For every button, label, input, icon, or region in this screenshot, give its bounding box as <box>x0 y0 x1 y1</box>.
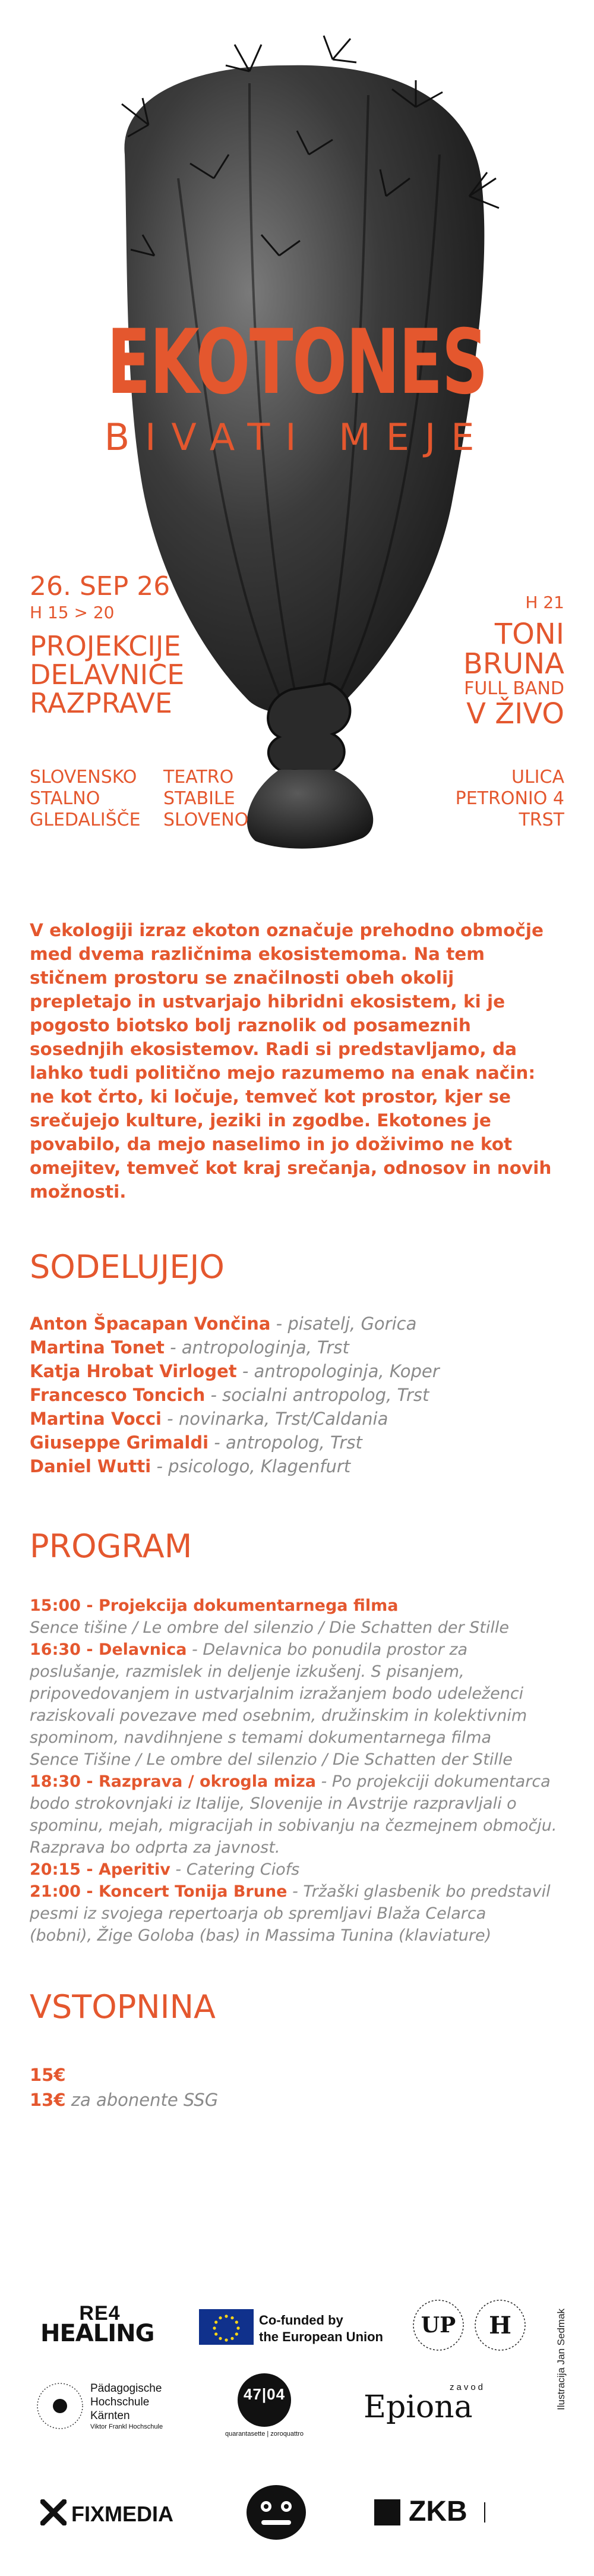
price-value: 13€ <box>30 2090 66 2110</box>
venue-line: SLOVENO <box>163 810 249 830</box>
logo-number: 47 <box>243 2385 262 2403</box>
logo-text: HEALING <box>40 2320 154 2347</box>
program-line <box>30 1639 570 1661</box>
logo-text: Hochschule <box>90 2396 150 2408</box>
program-text: spominu, mejah, migracijah in sobivanju na čezmejnem območju. <box>30 1816 557 1835</box>
ornament-emblem-icon <box>244 2480 309 2545</box>
participant-name: Giuseppe Grimaldi <box>30 1432 209 1453</box>
price-reduced <box>30 2087 218 2112</box>
list-item <box>30 1431 440 1454</box>
program-text: Sence Tišine / Le ombre del silenzio / Die Schatten der Stille <box>30 1750 513 1769</box>
activity-item: RAZPRAVE <box>30 687 172 719</box>
participant-name: Daniel Wutti <box>30 1456 151 1476</box>
ph-seal-icon <box>34 2380 86 2432</box>
logo-text: the European Union <box>259 2329 383 2344</box>
participants-heading: SODELUJEJO <box>30 1248 225 1286</box>
concert-band: FULL BAND <box>464 678 564 699</box>
venue-line: GLEDALIŠČE <box>30 810 141 830</box>
fixmedia-x-icon <box>40 2499 67 2525</box>
illustration-credit: Ilustracija Jan Sedmak <box>555 2308 567 2410</box>
epiona-logo: Epiona <box>364 2389 473 2425</box>
eu-flag-icon <box>199 2309 254 2345</box>
program-line <box>30 1705 570 1727</box>
program-text: - Po projekciji dokumentarca <box>315 1772 551 1791</box>
event-date: 26. SEP 26 <box>30 571 170 602</box>
event-details <box>30 571 185 719</box>
participant-role: - antropolog, Trst <box>208 1432 362 1453</box>
activities-list <box>30 632 184 717</box>
program-line <box>30 1749 570 1771</box>
activity-item: DELAVNICE <box>30 659 185 691</box>
list-item <box>30 1312 440 1336</box>
list-item <box>30 1359 440 1383</box>
program-time: 21:00 - Koncert Tonija Brune <box>30 1882 287 1901</box>
program-time: 20:15 - Aperitiv <box>30 1860 170 1879</box>
program-line <box>30 1925 570 1947</box>
logo-number: 04 <box>267 2385 286 2403</box>
participant-name: Katja Hrobat Virloget <box>30 1361 237 1381</box>
university-seal-icon <box>409 2295 468 2355</box>
zavod-text: zavod <box>450 2382 486 2392</box>
quarantasette-text: quarantasette | zoroquattro <box>225 2430 304 2438</box>
concert-title <box>463 619 564 729</box>
program-text: pesmi iz svojega repertoarja ob spremljavi Blaža Celarca <box>30 1904 486 1923</box>
eu-flag-logo <box>199 2309 254 2348</box>
program-text: spominom, navdihnjene s temami dokumentarnega filma <box>30 1728 492 1747</box>
list-item <box>30 1383 440 1407</box>
participant-name: Martina Vocci <box>30 1409 162 1429</box>
fixmedia-logo <box>40 2499 67 2528</box>
h-institute-logo <box>470 2295 530 2358</box>
zkb-tagline-mark <box>484 2502 509 2523</box>
venue-line: SLOVENSKO <box>30 767 137 788</box>
participants-list <box>30 1312 440 1478</box>
up-university-logo <box>409 2295 468 2358</box>
concert-line: BRUNA <box>463 647 564 681</box>
venue-line: TEATRO <box>163 767 234 788</box>
zkb-logo: ZKB <box>409 2496 467 2527</box>
program-text: (bobni), Žige Goloba (bas) in Massima Tunina (klaviature) <box>30 1926 492 1945</box>
program-line <box>30 1683 570 1705</box>
program-text: pripovedovanjem in ustvarjalnim izražanjem bodo udeleženci <box>30 1684 524 1703</box>
logo-text: 47|04 <box>243 2385 286 2403</box>
participant-role: - socialni antropolog, Trst <box>205 1385 429 1405</box>
ornament-emblem-logo <box>244 2480 309 2548</box>
address-line: PETRONIO 4 <box>455 788 564 809</box>
poster-subtitle: BIVATI MEJE <box>104 415 490 459</box>
participant-role: - pisatelj, Gorica <box>270 1314 417 1334</box>
participant-role: - psicologo, Klagenfurt <box>151 1456 351 1476</box>
logo-text: Viktor Frankl Hochschule <box>90 2423 163 2430</box>
participant-role: - novinarka, Trst/Caldania <box>161 1409 388 1429</box>
participant-role: - antropologinja, Trst <box>164 1337 349 1358</box>
program-text: - Tržaški glasbenik bo predstavil <box>287 1882 551 1901</box>
poster-title: EKOTONES <box>106 311 488 414</box>
venue-slovene <box>30 767 141 831</box>
list-item <box>30 1336 440 1359</box>
activity-item: PROJEKCIJE <box>30 630 181 662</box>
program-text: - Delavnica bo ponudila prostor za <box>187 1640 468 1659</box>
program-text: raziskovali povezave med osebnim, družinskim in kolektivnim <box>30 1706 527 1725</box>
zkb-block-icon <box>374 2499 400 2525</box>
program-line <box>30 1727 570 1749</box>
program-line <box>30 1771 570 1793</box>
program-text: Sence tišine / Le ombre del silenzio / Die Schatten der Stille <box>30 1618 509 1637</box>
address-line: ULICA <box>511 767 564 788</box>
program-line <box>30 1881 570 1903</box>
address-line: TRST <box>519 810 564 830</box>
program-line <box>30 1815 570 1837</box>
program-time: 15:00 - Projekcija dokumentarnega filma <box>30 1596 399 1615</box>
program-text: Razprava bo odprta za javnost. <box>30 1838 280 1857</box>
price-note: za abonente SSG <box>65 2090 219 2110</box>
concert-live: V ŽIVO <box>466 697 564 730</box>
intro-text: V ekologiji izraz ekoton označuje prehodno območje med dvema različnima ekosistemoma. Na tem stičnem prostoru se značilnosti obeh okolij prepletajo in ustvarjajo hibridni ekosistem, ki je pogosto biotsko bolj raznolik od posameznih sosednjih ekosistemov. Radi si predstavljamo, da lahko tudi politično mejo razumemo na enak način: ne kot črto, ki ločuje, temveč kot prostor, kjer se srečujejo kulture, jeziki in zgodbe. Ekotones je povabilo, da mejo naselimo in jo doživimo ne kot omejitev, temveč kot kraj srečanja, odnosov in novih možnosti. <box>30 920 552 1202</box>
participant-name: Martina Tonet <box>30 1337 165 1358</box>
concert-line: TONI <box>494 618 564 651</box>
svg-text:UP: UP <box>421 2313 456 2338</box>
program-line <box>30 1837 570 1859</box>
participant-role: - antropologinja, Koper <box>236 1361 440 1381</box>
logo-text: Co-funded by <box>259 2313 343 2328</box>
program-line <box>30 1859 570 1881</box>
program-list <box>30 1595 570 1947</box>
program-line <box>30 1661 570 1683</box>
price-full <box>30 2062 218 2087</box>
program-line <box>30 1903 570 1925</box>
logo-text: RE4 <box>79 2302 121 2325</box>
list-item <box>30 1454 440 1478</box>
re4healing-logo <box>40 2304 159 2345</box>
poster-header <box>0 0 594 868</box>
concert-hour: H 21 <box>525 593 564 612</box>
svg-text:H: H <box>489 2312 511 2339</box>
concert-details <box>463 594 564 729</box>
admission-prices <box>30 2062 218 2112</box>
program-line <box>30 1595 570 1617</box>
program-time: 16:30 - Delavnica <box>30 1640 187 1659</box>
venue-address <box>456 767 564 831</box>
event-hours: H 15 > 20 <box>30 603 115 622</box>
logo-text: Pädagogische <box>90 2382 162 2395</box>
fixmedia-text: FIXMEDIA <box>71 2502 174 2526</box>
program-text: poslušanje, razmislek in deljenje izkušenj. S pisanjem, <box>30 1662 465 1681</box>
eu-cofunded-text <box>259 2312 383 2345</box>
institute-seal-icon <box>470 2295 530 2355</box>
participant-name: Anton Špacapan Vončina <box>30 1314 271 1334</box>
ph-karnten-text <box>90 2382 163 2431</box>
program-heading: PROGRAM <box>30 1528 192 1565</box>
admission-heading: VSTOPNINA <box>30 1988 216 2026</box>
program-line <box>30 1793 570 1815</box>
participant-name: Francesco Toncich <box>30 1385 206 1405</box>
logo-text: Kärnten <box>90 2410 130 2422</box>
ph-seal-logo <box>34 2380 86 2435</box>
quarantasette-logo <box>238 2373 291 2427</box>
program-text: bodo strokovnjaki iz Italije, Slovenije in Avstrije razpravljali o <box>30 1794 517 1813</box>
program-line <box>30 1617 570 1639</box>
venue-italian <box>163 767 248 831</box>
program-time: 18:30 - Razprava / okrogla miza <box>30 1772 316 1791</box>
program-text: - Catering Ciofs <box>170 1860 300 1879</box>
venue-line: STALNO <box>30 788 100 809</box>
venue-line: STABILE <box>163 788 235 809</box>
list-item <box>30 1407 440 1431</box>
price-value: 15€ <box>30 2065 66 2085</box>
